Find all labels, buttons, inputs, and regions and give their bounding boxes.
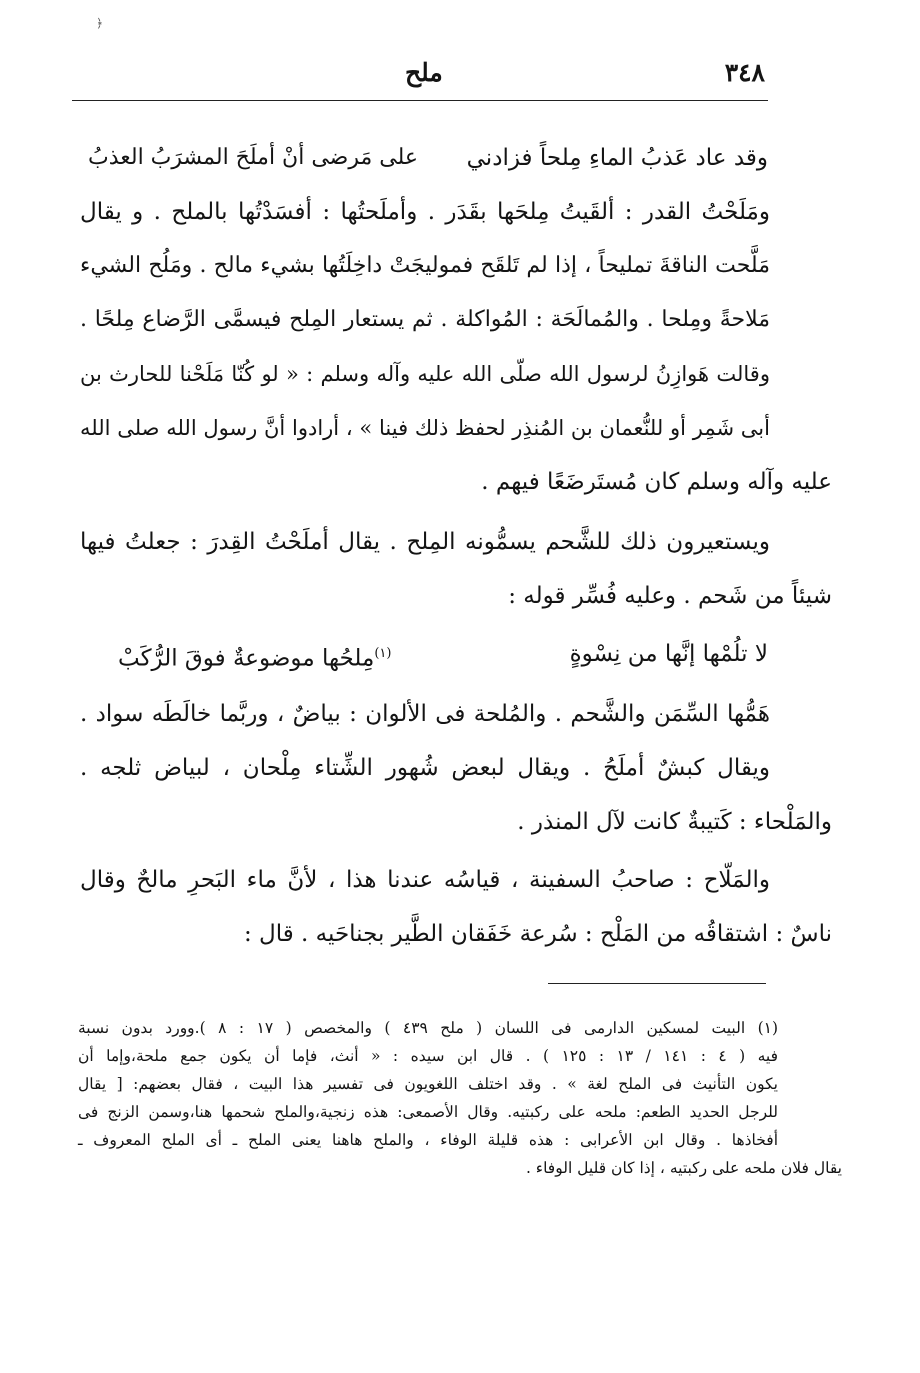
text-line: عليه وآله وسلم كان مُستَرضَعًا فيهم . [481, 469, 832, 495]
footnote-reference: (١) [374, 646, 392, 661]
footnote-line: فيه ( ٤ : ١٤١ / ١٣ : ١٢٥ ) . قال ابن سيده : « أنث، فإما أن يكون جمع ملحة،وإما أن [78, 1047, 779, 1065]
page-number: ٣٤٨ [724, 58, 765, 87]
verse-2-first-hemistich: لا تلُمْها إنَّها من نِسْوةٍ [569, 641, 768, 667]
verse-2-second-hemistich [118, 636, 391, 677]
text-line: والمَلّاح : صاحبُ السفينة ، قياسُه عندنا هذا ، لأنَّ ماء البَحرِ مالحٌ وقال [80, 867, 770, 893]
running-head: ملح [405, 58, 443, 87]
text-line: أبى شَمِر أو للنُّعمان بن المُنذِر لحفظ ذلك فينا » ، أرادوا أنَّ رسول الله صلى الله [80, 416, 770, 440]
text-line: ويستعيرون ذلك للشَّحم يسمُّونه المِلح . يقال أملَحْتُ القِدرَ : جعلتُ فيها [80, 529, 770, 555]
verse-1-first-hemistich: وقد عاد عَذبُ الماءِ مِلحاً فزادني [466, 145, 768, 171]
footnote-line: يقال فلان ملحه على ركبتيه ، إذا كان قليل الوفاء . [525, 1159, 842, 1177]
text-line: مَلَّحت الناقةَ تمليحاً ، إذا لم تَلقَح فموليجَتْ داخِلَتُها بشيء مالح . ومَلُح الشيء [80, 253, 770, 278]
footnote-line: أفخاذها . وقال ابن الأعرابى : هذه قليلة الوفاء ، والملح هاهنا يعنى الملح ـ أى الملح المعروف ـ [78, 1131, 778, 1149]
verse-1-second-hemistich: على مَرضى أنْ أملَحَ المشرَبُ العذبُ [88, 145, 418, 170]
footnote-line: يكون التأنيث فى الملح لغة » . وقد اختلف اللغويون فى تفسير هذا البيت ، فقال بعضهم: [ يقال [78, 1075, 778, 1093]
header-rule [72, 100, 768, 101]
text-line: مَلاحةً ومِلحا . والمُمالَحَة : المُواكلة . ثم يستعار المِلح فيسمَّى الرَّضاع مِلحًا . [80, 307, 770, 332]
text-line: هَمُّها السِّمَن والشَّحم . والمُلحة فى الألوان : بياضٌ ، وربَّما خالَطَه سواد . [80, 701, 770, 727]
text-line: ويقال كبشٌ أملَحُ . ويقال لبعض شُهور الشِّتاء مِلْحان ، لبياض ثلجه . [80, 755, 770, 781]
footnote-line: للرجل الحديد الطعم: ملحه على ركبتيه. وقال الأصمعى: هذه زنجية،والملح شحمها هنا،وسمن الزنج فى [78, 1103, 778, 1121]
corner-mark: ﴿ [96, 16, 104, 30]
text-line: وقالت هَوازِنُ لرسول الله صلّى الله عليه وآله وسلم : « لو كُنّا مَلَحْنا للحارث بن [80, 362, 770, 386]
text-line: والمَلْحاء : كَتيبةٌ كانت لآل المنذر . [517, 809, 832, 835]
footnote-rule [548, 983, 766, 984]
verse-2-second-hemistich-text: مِلحُها موضوعةٌ فوقَ الرُّكَبْ [118, 645, 375, 672]
text-line: ناسٌ : اشتقاقُه من المَلْح : سُرعة خَفَقان الطَّير بجناحَيه . قال : [243, 921, 832, 947]
text-line: ومَلَحْتُ القدر : ألقَيتُ مِلحَها بقَدَر . وأملَحتُها : أفسَدْتُها بالملح . و يقال [80, 199, 770, 225]
footnote-line: (١) البيت لمسكين الدارمى فى اللسان ( ملح ٤٣٩ ) والمخصص ( ١٧ : ٨ ).وورد بدون نسبة [78, 1019, 779, 1037]
text-line: شيئاً من شَحم . وعليه فُسِّر قوله : [508, 583, 832, 609]
